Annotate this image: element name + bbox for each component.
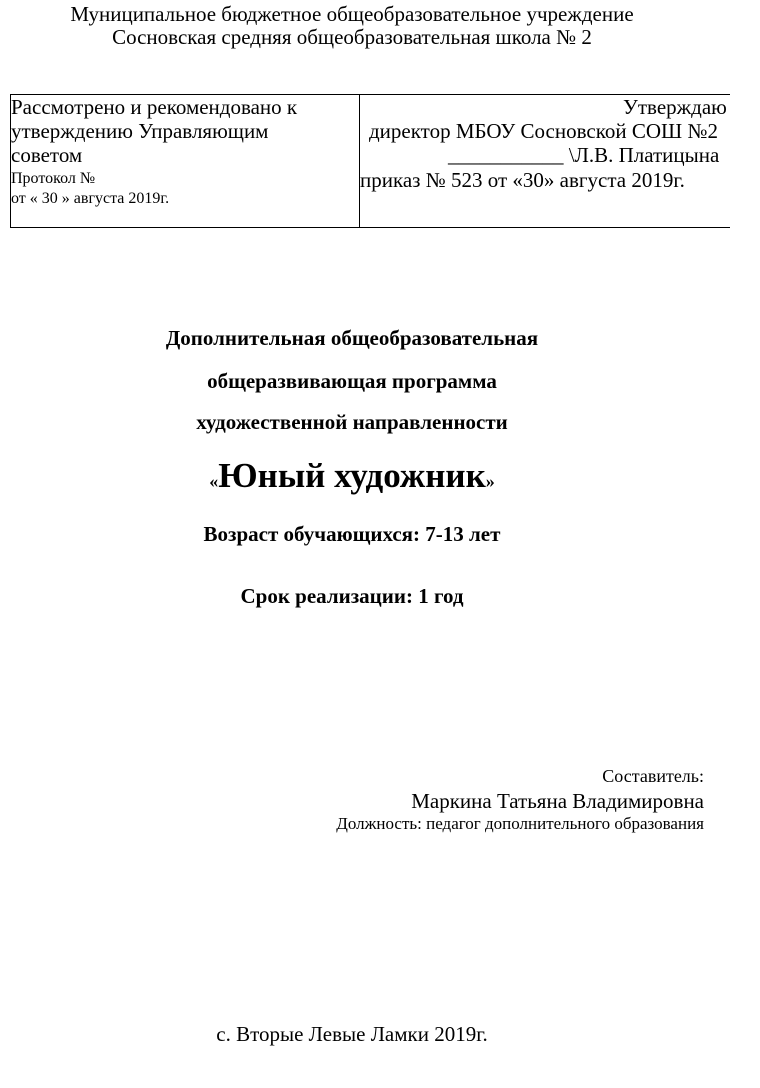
quote-close: » [485, 471, 495, 491]
student-age: Возраст обучающихся: 7-13 лет [203, 522, 501, 546]
place-and-year: с. Вторые Левые Ламки 2019г. [216, 1022, 488, 1046]
compiler-label: Составитель: [602, 766, 704, 786]
program-name [0, 456, 704, 501]
program-name-text: Юный художник [218, 456, 486, 495]
program-title-line-2: общеразвивающая программа [207, 369, 497, 393]
quote-open: « [209, 471, 219, 491]
director-title: директор МБОУ Сосновской СОШ №2 [369, 119, 718, 143]
protocol-date: от « 30 » августа 2019г. [11, 190, 170, 207]
compiler-name: Маркина Татьяна Владимировна [411, 789, 704, 813]
compiler-position: Должность: педагог дополнительного образования [336, 814, 704, 833]
approval-table [10, 94, 730, 228]
school-name-line: Сосновская средняя общеобразовательная школа № 2 [112, 25, 592, 49]
order-number: приказ № 523 от «30» августа 2019г. [360, 168, 685, 192]
program-title-line-3: художественной направленности [196, 410, 508, 434]
reviewed-line-3: советом [11, 143, 83, 167]
program-title-line-1: Дополнительная общеобразовательная [165, 326, 539, 350]
protocol-number: Протокол № [11, 170, 96, 187]
reviewed-line-2: утверждению Управляющим [11, 119, 269, 143]
table-divider [359, 95, 360, 228]
implementation-term: Срок реализации: 1 год [240, 584, 464, 608]
reviewed-line-1: Рассмотрено и рекомендовано к [11, 95, 298, 119]
approved-label: Утверждаю [623, 95, 727, 119]
director-signature: ___________ \Л.В. Платицына [448, 143, 720, 167]
school-type-line: Муниципальное бюджетное общеобразовательное учреждение [70, 2, 634, 26]
